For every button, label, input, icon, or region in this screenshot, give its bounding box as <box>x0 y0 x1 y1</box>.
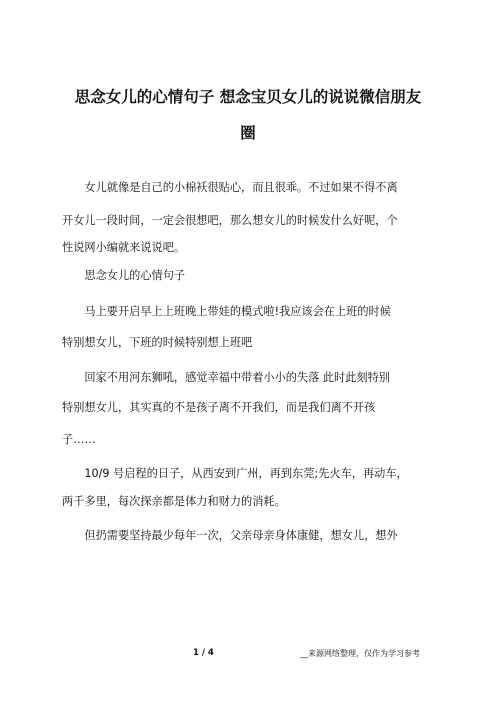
body-line-8: 特别想女儿，其实真的不是孩子离不开我们，而是我们离不开孩 <box>62 401 376 414</box>
body-line-5: 马上要开启早上上班晚上带娃的模式啦!我应该会在上班的时候 <box>62 305 391 318</box>
document-title-line-1: 思念女儿的心情句子 想念宝贝女儿的说说微信朋友 <box>74 88 422 106</box>
body-line-12: 但扔需要坚持最少每年一次，父亲母亲身体康健，想女儿，想外 <box>62 529 398 542</box>
body-line-6: 特别想女儿，下班的时候特别想上班吧 <box>62 336 253 349</box>
footer-note: __来源网络整理，仅作为学习参考 <box>300 649 420 658</box>
page-indicator: 1 / 4 <box>193 648 214 658</box>
body-line-3: 性说网小编就来说说吧。 <box>62 241 186 254</box>
body-line-7: 回家不用河东狮吼，感觉幸福中带着小小的失落 此时此刻特别 <box>62 371 390 384</box>
document-title-line-2: 圈 <box>240 124 256 142</box>
body-line-9: 子…… <box>62 433 96 446</box>
body-line-10: 10/9 号启程的日子，从西安到广州，再到东莞;先火车，再动车， <box>62 467 408 480</box>
body-line-2: 开女儿一段时间，一定会很想吧，那么想女儿的时候发什么好呢，个 <box>62 214 398 227</box>
body-line-11: 两千多里，每次探亲都是体力和财力的消耗。 <box>62 495 286 508</box>
section-heading: 思念女儿的心情句子 <box>62 269 186 282</box>
body-line-1: 女儿就像是自己的小棉袄很贴心，而且很乖。不过如果不得不离 <box>62 181 398 194</box>
